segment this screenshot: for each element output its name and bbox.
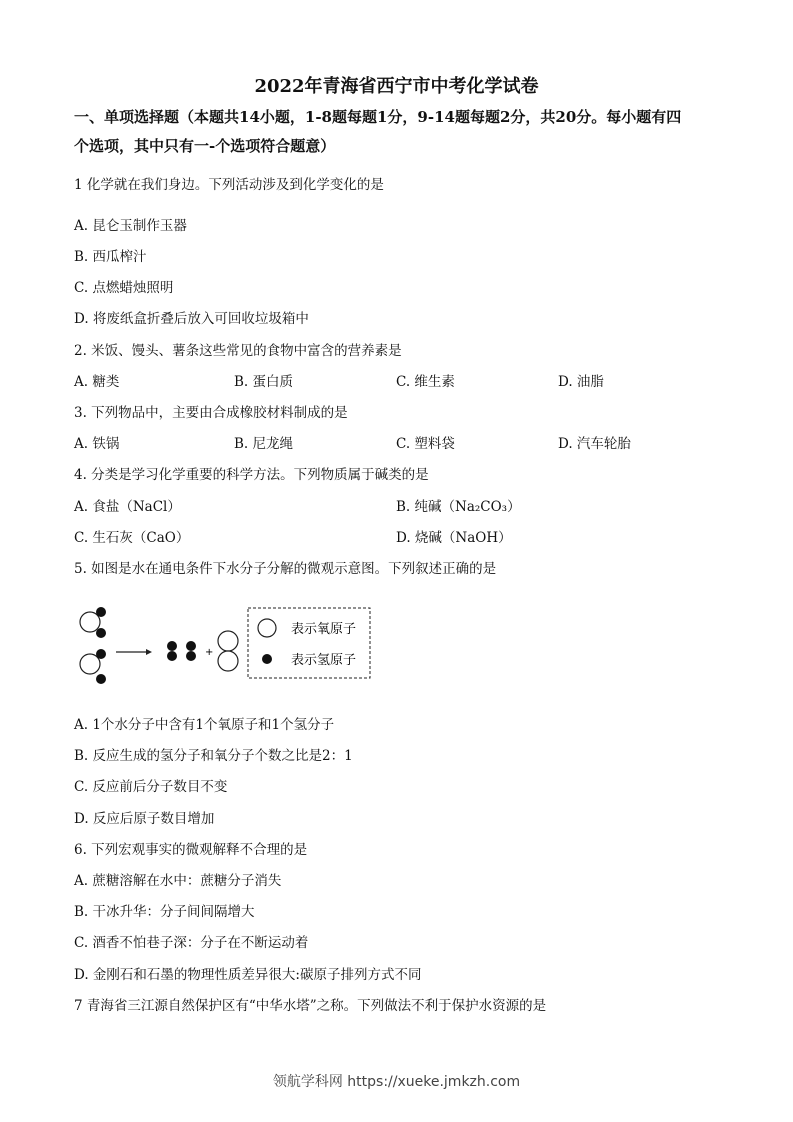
question-1-stem: 1 化学就在我们身边。下列活动涉及到化学变化的是 — [74, 177, 384, 193]
question-6-stem: 6. 下列宏观事实的微观解释不合理的是 — [74, 842, 308, 858]
question-5-option-d: D. 反应后原子数目增加 — [74, 811, 215, 827]
section-heading-line2: 个选项，其中只有一-个选项符合题意） — [74, 137, 336, 155]
question-7-stem: 7 青海省三江源自然保护区有“中华水塔”之称。下列做法不利于保护水资源的是 — [74, 998, 547, 1014]
legend-oxygen-label: 表示氧原子 — [291, 622, 357, 637]
legend-oxygen-symbol — [258, 619, 276, 637]
question-3-option-a: A. 铁锅 — [74, 436, 120, 452]
question-1-option-c: C. 点燃蜡烛照明 — [74, 280, 174, 296]
question-6-option-b: B. 干冰升华：分子间间隔增大 — [74, 904, 255, 920]
plus-sign: + — [205, 647, 214, 658]
question-2-option-b: B. 蛋白质 — [234, 374, 294, 390]
question-4-option-d: D. 烧碱（NaOH） — [396, 530, 512, 546]
section-heading-line1: 一、单项选择题（本题共14小题，1-8题每题1分，9-14题每题2分，共20分。每小题有四 — [74, 108, 682, 126]
section-heading — [74, 103, 734, 161]
hydrogen-molecule-2 — [186, 641, 196, 661]
question-6-option-d: D. 金刚石和石墨的物理性质差异很大:碳原子排列方式不同 — [74, 967, 422, 983]
question-3-option-d: D. 汽车轮胎 — [558, 436, 631, 452]
question-2-option-c: C. 维生素 — [396, 374, 455, 390]
hydrogen-molecule-1 — [167, 641, 177, 661]
molecule-diagram-svg — [74, 600, 374, 690]
legend-box — [248, 608, 370, 678]
question-3-option-c: C. 塑料袋 — [396, 436, 455, 452]
water-molecule-2 — [80, 649, 106, 684]
question-1-option-d: D. 将废纸盒折叠后放入可回收垃圾箱中 — [74, 311, 309, 327]
question-2-option-a: A. 糖类 — [74, 374, 120, 390]
page-footer: 领航学科网 https://xueke.jmkzh.com — [272, 1074, 521, 1090]
question-5-option-c: C. 反应前后分子数目不变 — [74, 779, 228, 795]
question-4-option-b: B. 纯碱（Na₂CO₃） — [396, 499, 521, 515]
question-5-stem: 5. 如图是水在通电条件下水分子分解的微观示意图。下列叙述正确的是 — [74, 561, 497, 577]
question-2-option-d: D. 油脂 — [558, 374, 604, 390]
question-3-option-b: B. 尼龙绳 — [234, 436, 294, 452]
legend-hydrogen-symbol — [262, 654, 272, 664]
question-5-option-b: B. 反应生成的氢分子和氧分子个数之比是2：1 — [74, 748, 353, 764]
question-4-option-c: C. 生石灰（CaO） — [74, 530, 190, 546]
legend-hydrogen-label: 表示氢原子 — [291, 653, 357, 668]
question-3-stem: 3. 下列物品中，主要由合成橡胶材料制成的是 — [74, 405, 348, 421]
water-molecule-1 — [80, 607, 106, 638]
question-6-option-c: C. 酒香不怕巷子深：分子在不断运动着 — [74, 935, 309, 951]
question-4-option-a: A. 食盐（NaCl） — [74, 499, 181, 515]
reaction-arrow — [116, 649, 152, 655]
question-1-option-a: A. 昆仑玉制作玉器 — [74, 218, 187, 234]
oxygen-molecule — [218, 631, 238, 671]
water-electrolysis-diagram — [74, 600, 374, 690]
question-5-option-a: A. 1个水分子中含有1个氧原子和1个氢分子 — [74, 717, 335, 733]
question-1-option-b: B. 西瓜榨汁 — [74, 249, 147, 265]
question-4-stem: 4. 分类是学习化学重要的科学方法。下列物质属于碱类的是 — [74, 467, 429, 483]
page-title: 2022年青海省西宁市中考化学试卷 — [254, 76, 539, 97]
question-6-option-a: A. 蔗糖溶解在水中：蔗糖分子消失 — [74, 873, 282, 889]
question-2-stem: 2. 米饭、馒头、薯条这些常见的食物中富含的营养素是 — [74, 343, 402, 359]
